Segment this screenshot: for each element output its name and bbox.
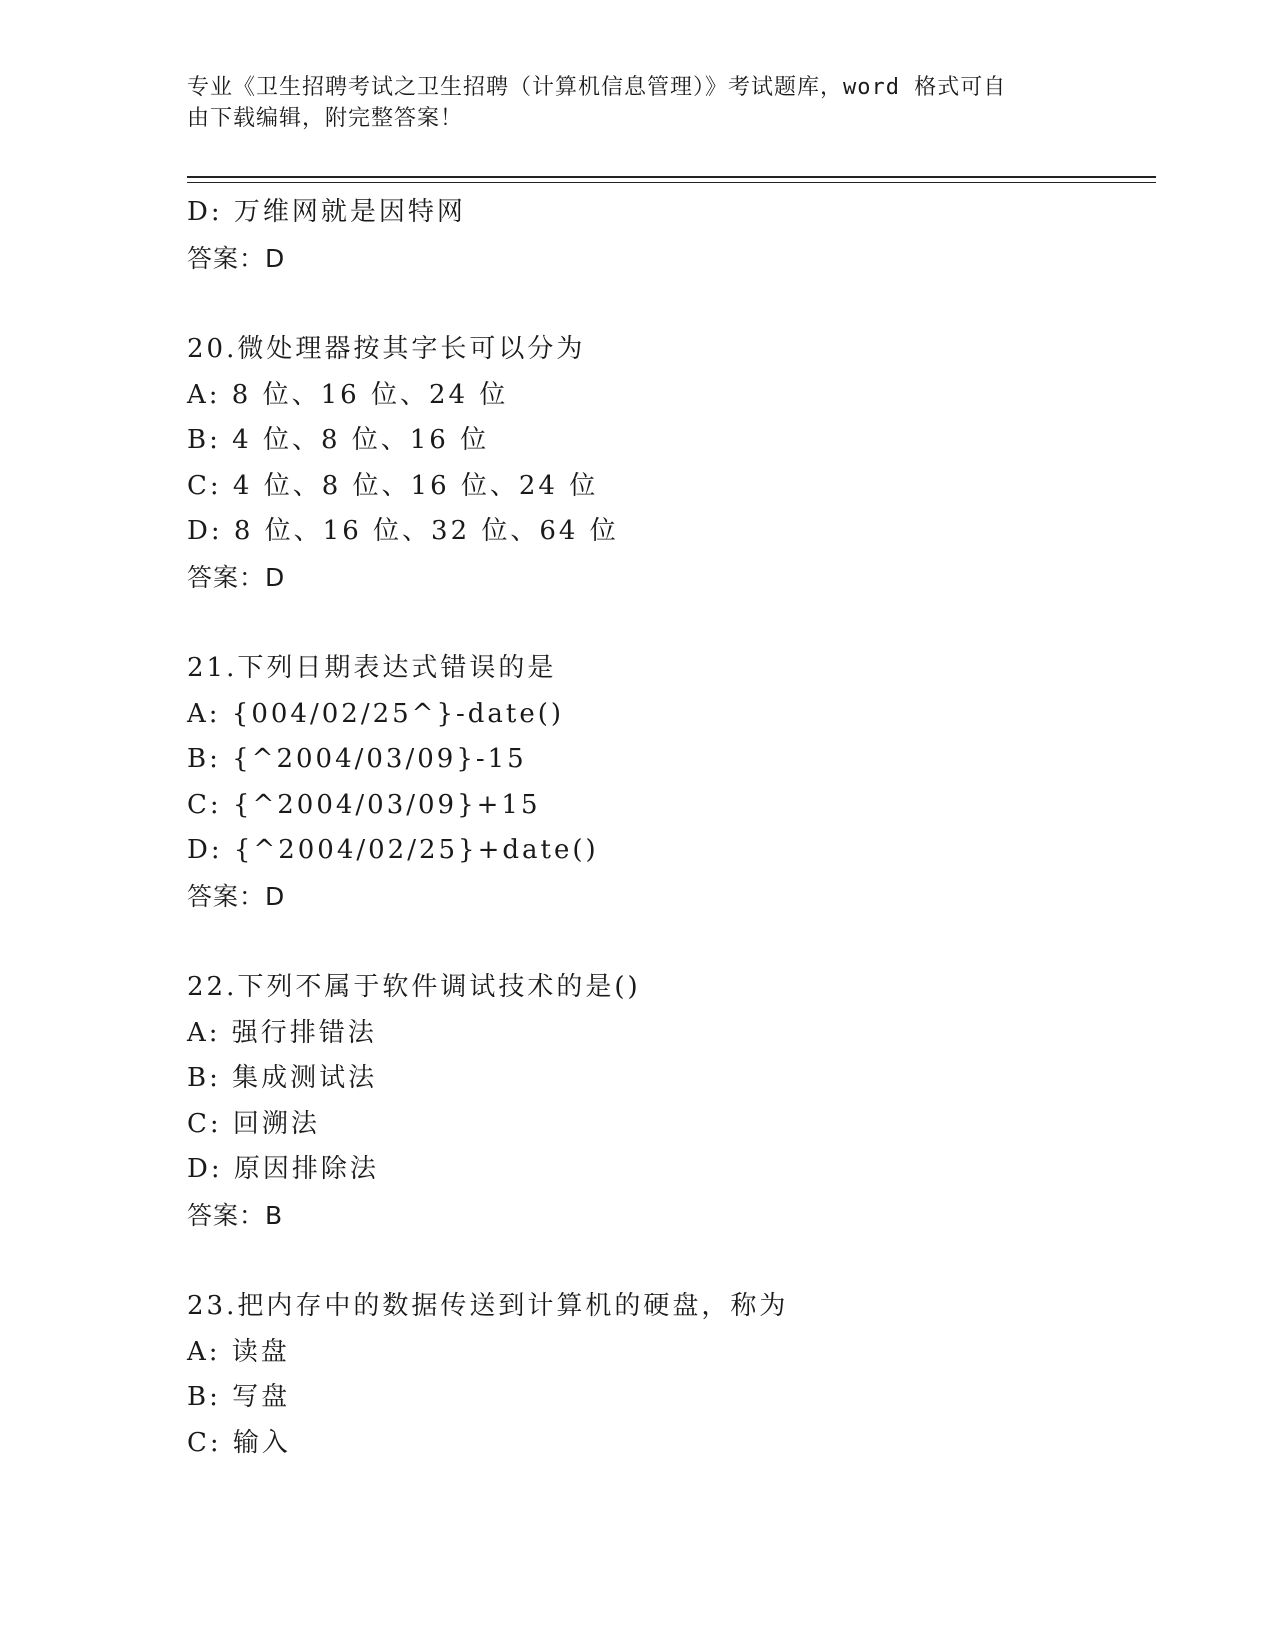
question-gap <box>187 600 1156 646</box>
option-d-19: D: 万维网就是因特网 <box>187 197 466 227</box>
header-divider-thin <box>187 182 1156 183</box>
question-22-option-d: D: 原因排除法 <box>187 1154 379 1184</box>
question-23-option-a: A: 读盘 <box>187 1336 290 1367</box>
question-23-option-b: B: 写盘 <box>187 1382 291 1412</box>
question-21-option-b: B: {^2004/03/09}-15 <box>187 744 527 774</box>
question-22-option-a: A: 强行排错法 <box>187 1017 377 1048</box>
question-20-option-c: C: 4 位、8 位、16 位、24 位 <box>187 470 599 501</box>
question-22-option-b: B: 集成测试法 <box>187 1063 378 1093</box>
question-20-option-b: B: 4 位、8 位、16 位 <box>187 425 490 455</box>
question-21-option-a: A: {004/02/25^}-date() <box>187 698 565 729</box>
answer-19: 答案：D <box>187 243 286 273</box>
question-22-option-c: C: 回溯法 <box>187 1108 320 1139</box>
question-20-stem: 20.微处理器按其字长可以分为 <box>187 334 586 364</box>
header-divider-thick <box>187 176 1156 178</box>
question-21-stem: 21.下列日期表达式错误的是 <box>187 653 557 683</box>
document-header <box>187 72 1067 134</box>
header-line-2: 由下载编辑，附完整答案！ <box>187 106 464 131</box>
question-21-option-c: C: {^2004/03/09}+15 <box>187 789 541 820</box>
question-gap <box>187 1238 1156 1284</box>
question-20-option-a: A: 8 位、16 位、24 位 <box>187 379 509 410</box>
question-20-answer: 答案：D <box>187 562 286 592</box>
question-gap <box>187 919 1156 965</box>
question-20-option-d: D: 8 位、16 位、32 位、64 位 <box>187 516 619 546</box>
header-line-1: 专业《卫生招聘考试之卫生招聘（计算机信息管理）》考试题库，word 格式可自 <box>187 75 1007 100</box>
question-23-option-c: C: 输入 <box>187 1427 291 1458</box>
question-23-stem: 23.把内存中的数据传送到计算机的硬盘，称为 <box>187 1291 789 1321</box>
question-gap <box>187 281 1156 327</box>
question-22-stem: 22.下列不属于软件调试技术的是() <box>187 972 641 1002</box>
question-21-option-d: D: {^2004/02/25}+date() <box>187 835 599 865</box>
question-22-answer: 答案：B <box>187 1200 284 1230</box>
question-list <box>187 190 1156 1466</box>
question-21-answer: 答案：D <box>187 881 286 911</box>
